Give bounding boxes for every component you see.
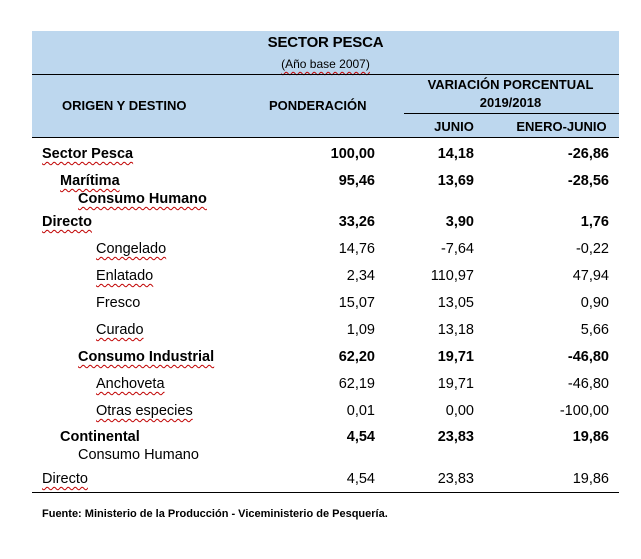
table-row	[32, 468, 619, 490]
cell-ponderacion: 1,09	[346, 322, 375, 338]
table-row	[32, 319, 619, 341]
row-label-prefix-text: Consumo Humano	[78, 191, 207, 207]
cell-ponderacion: 4,54	[346, 429, 375, 445]
table-row	[32, 211, 619, 233]
table-bottom-divider	[32, 492, 619, 493]
cell-enero-junio: 19,86	[572, 471, 609, 487]
cell-junio: 13,05	[437, 295, 474, 311]
cell-ponderacion: 4,54	[346, 471, 375, 487]
cell-junio: -7,64	[440, 241, 474, 257]
cell-enero-junio: 1,76	[580, 214, 609, 230]
cell-enero-junio: -28,56	[567, 173, 609, 189]
row-label: Congelado	[96, 241, 167, 257]
cell-enero-junio: -100,00	[559, 403, 609, 419]
column-group-period: 2019/2018	[479, 95, 542, 110]
cell-ponderacion: 14,76	[338, 241, 375, 257]
row-label-prefix	[78, 191, 207, 207]
cell-junio: 19,71	[437, 376, 474, 392]
column-header-ponderacion: PONDERACIÓN	[269, 98, 367, 113]
cell-enero-junio: -0,22	[575, 241, 609, 257]
table-header	[32, 31, 619, 138]
row-label: Continental	[60, 429, 140, 445]
table-row	[32, 373, 619, 395]
table-row	[32, 292, 619, 314]
subtitle-text: (Año base 2007)	[281, 57, 370, 71]
cell-enero-junio: -46,80	[567, 376, 609, 392]
cell-enero-junio: -46,80	[567, 349, 609, 365]
row-label: Anchoveta	[96, 376, 165, 392]
row-label: Otras especies	[96, 403, 193, 419]
cell-enero-junio: 19,86	[572, 429, 609, 445]
cell-enero-junio: 47,94	[572, 268, 609, 284]
row-label: Consumo Industrial	[78, 349, 215, 365]
cell-ponderacion: 0,01	[346, 403, 375, 419]
table-row	[32, 238, 619, 260]
table-body	[32, 138, 619, 493]
column-header-origen: ORIGEN Y DESTINO	[62, 98, 187, 113]
cell-junio: 13,18	[437, 322, 474, 338]
table-row	[32, 170, 619, 192]
row-label-prefix	[78, 447, 199, 463]
source-note: Fuente: Ministerio de la Producción - Viceministerio de Pesquería.	[42, 508, 388, 520]
cell-enero-junio: -26,86	[567, 146, 609, 162]
cell-ponderacion: 33,26	[338, 214, 375, 230]
column-header-enero-junio: ENERO-JUNIO	[516, 119, 607, 134]
cell-enero-junio: 0,90	[580, 295, 609, 311]
table-title: SECTOR PESCA	[267, 34, 384, 51]
row-label: Curado	[96, 322, 144, 338]
cell-ponderacion: 100,00	[330, 146, 375, 162]
row-label: Directo	[42, 214, 92, 230]
cell-enero-junio: 5,66	[580, 322, 609, 338]
table-row	[32, 426, 619, 448]
column-group-variacion: VARIACIÓN PORCENTUAL	[427, 77, 594, 92]
table-row	[32, 400, 619, 422]
header-divider-mid	[404, 113, 619, 114]
table-subtitle	[32, 57, 619, 71]
table-row	[32, 143, 619, 165]
cell-ponderacion: 62,20	[338, 349, 375, 365]
row-label: Directo	[42, 471, 88, 487]
cell-junio: 110,97	[430, 268, 474, 284]
cell-ponderacion: 15,07	[338, 295, 375, 311]
cell-ponderacion: 62,19	[338, 376, 375, 392]
row-label-prefix-text: Consumo Humano	[78, 447, 199, 463]
row-label: Sector Pesca	[42, 146, 134, 162]
cell-ponderacion: 2,34	[346, 268, 375, 284]
cell-junio: 23,83	[437, 471, 474, 487]
table-row	[32, 346, 619, 368]
cell-junio: 13,69	[437, 173, 474, 189]
row-label: Enlatado	[96, 268, 154, 284]
column-header-junio: JUNIO	[434, 119, 474, 134]
cell-ponderacion: 95,46	[338, 173, 375, 189]
cell-junio: 14,18	[437, 146, 474, 162]
cell-junio: 3,90	[445, 214, 474, 230]
row-label: Fresco	[96, 295, 141, 311]
sector-pesca-table	[32, 31, 619, 493]
cell-junio: 0,00	[445, 403, 474, 419]
row-label: Marítima	[60, 173, 120, 189]
cell-junio: 19,71	[437, 349, 474, 365]
header-divider-top	[32, 74, 619, 75]
cell-junio: 23,83	[437, 429, 474, 445]
table-row	[32, 265, 619, 287]
